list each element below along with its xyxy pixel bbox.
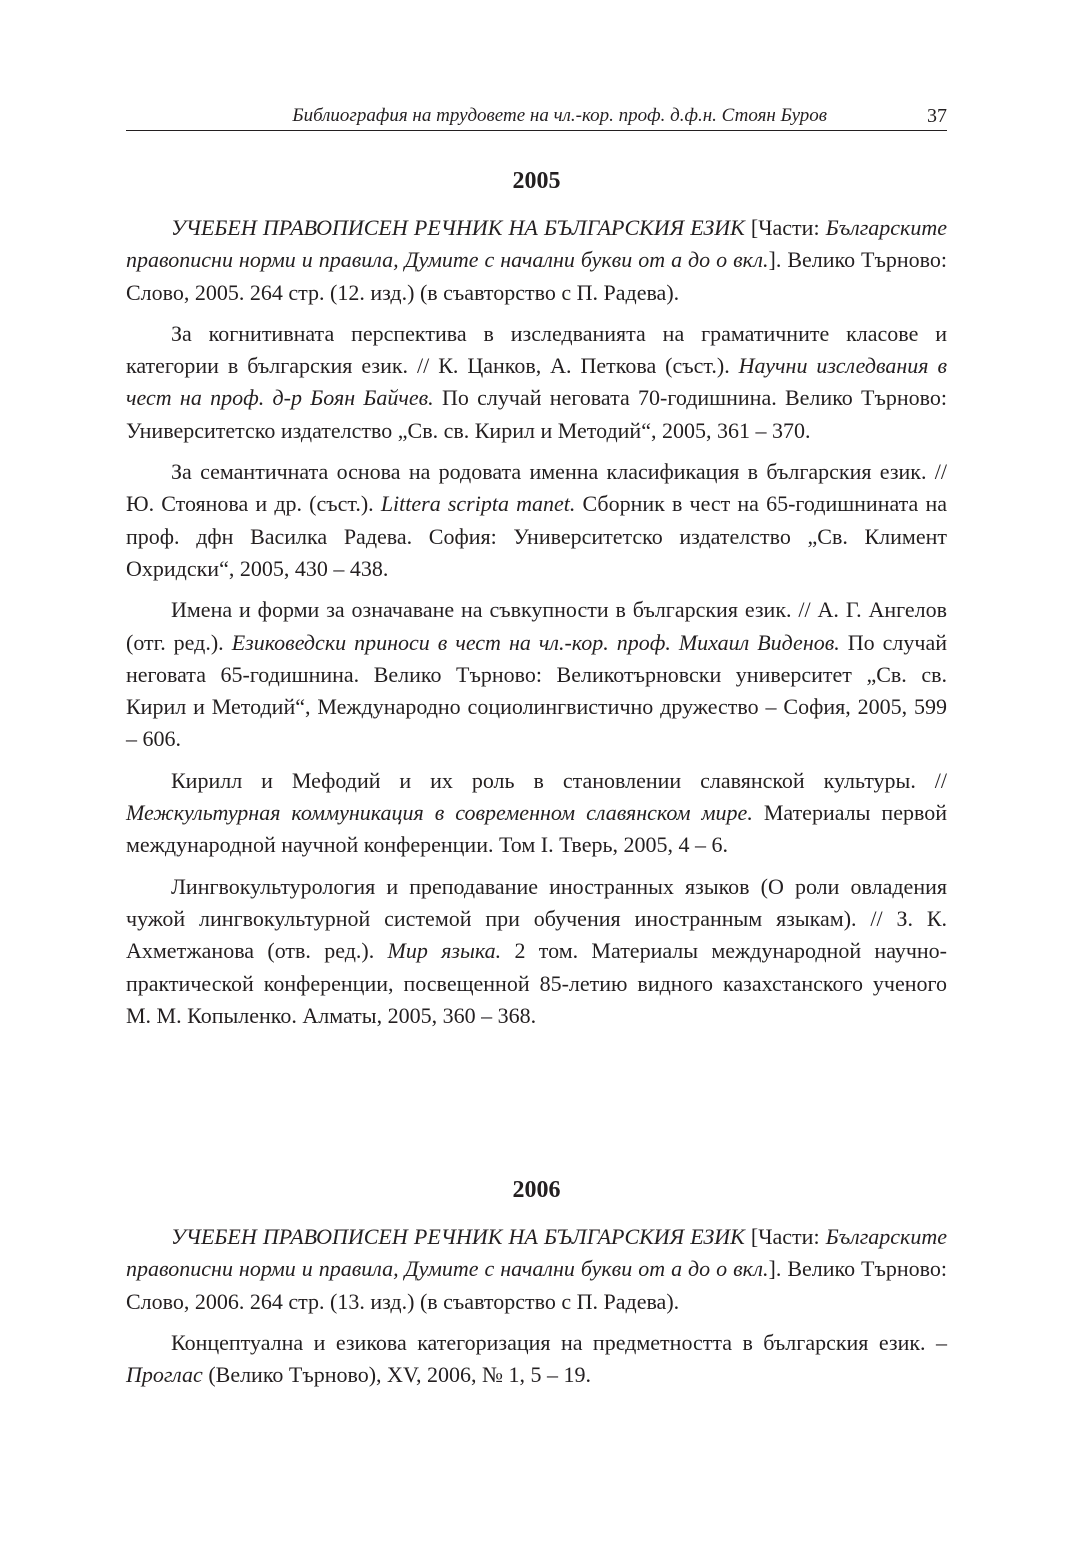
entry-text: ]. Велико Търново: Слово, 2006. 264 стр. (13. изд.) (в съавторство с П. Радева). bbox=[126, 1256, 947, 1314]
italic-title-text: УЧЕБЕН ПРАВОПИСЕН РЕЧНИК НА БЪЛГАРСКИЯ ЕЗИК bbox=[171, 1224, 745, 1249]
entry-text: За когнитивната перспектива в изследванията на граматичните класове и категории в българския език. // К. Цанков, А. Петкова (съст.). bbox=[126, 320, 947, 379]
entry-text: Кирилл и Мефодий и их роль в становлении славянской культуры. // bbox=[171, 767, 947, 793]
entry-text: ]. Велико Търново: Слово, 2005. 264 стр. (12. изд.) (в съавторство с П. Радева). bbox=[126, 247, 947, 305]
italic-title-text: Българските правописни норми и правила, Думите с начални букви от а до о вкл. bbox=[126, 215, 947, 273]
entry-text: Сборник в чест на 65-годишнината на проф. дфн Василка Радева. София: Университетско издателство „Св. Климент Охридски“, 2005, 430 – 438. bbox=[126, 491, 947, 581]
entry-text: По случай неговата 65-годишнина. Велико Търново: Великотърновски университет „Св. св. Кирил и Методий“, Международно социолингвистично дружество – София, 2005, 599 – 606. bbox=[126, 629, 948, 752]
running-head bbox=[126, 104, 947, 131]
bibliography-entry bbox=[126, 871, 947, 1032]
bibliography-entry bbox=[126, 318, 947, 447]
section-2006 bbox=[126, 1175, 947, 1400]
entry-text: (Велико Търново), XV, 2006, № 1, 5 – 19. bbox=[202, 1362, 591, 1388]
italic-title-text: Проглас bbox=[126, 1362, 203, 1388]
year-heading: 2005 bbox=[512, 168, 561, 194]
bibliography-entry bbox=[126, 594, 947, 755]
bibliography-entry bbox=[126, 1327, 947, 1392]
entry-text: По случай неговата 70-годишнина. Велико Търново: Университетско издателство „Св. св. Кирил и Методий“, 2005, 361 – 370. bbox=[126, 385, 947, 443]
italic-title-text: Межкультурная коммуникация в современном славянском мире. bbox=[126, 800, 753, 826]
italic-title-text: Littera scripta manet. bbox=[380, 491, 576, 517]
bibliography-entry bbox=[126, 212, 947, 309]
section-2005 bbox=[126, 166, 947, 1041]
italic-title-text: Езиковедски приноси в чест на чл.-кор. проф. Михаил Виденов. bbox=[231, 629, 840, 655]
page-number: 37 bbox=[927, 105, 947, 127]
italic-title-text: Българските правописни норми и правила, Думите с начални букви от а до о вкл. bbox=[126, 1224, 947, 1282]
year-heading: 2006 bbox=[512, 1177, 561, 1203]
italic-title-text: УЧЕБЕН ПРАВОПИСЕН РЕЧНИК НА БЪЛГАРСКИЯ ЕЗИК bbox=[171, 215, 745, 240]
bibliography-entry bbox=[126, 456, 947, 585]
entry-text: Материалы первой международной научной конференции. Том I. Тверь, 2005, 4 – 6. bbox=[126, 800, 947, 858]
running-title: Библиография на трудовете на чл.-кор. проф. д.ф.н. Стоян Буров bbox=[292, 105, 827, 126]
entry-text: За семантичната основа на родовата именна класификация в българския език. // Ю. Стоянова и др. (съст.). bbox=[126, 459, 947, 517]
entry-text: Имена и форми за означаване на съвкупности в българския език. // А. Г. Ангелов (отг. ред.). bbox=[126, 597, 947, 655]
italic-title-text: Мир языка. bbox=[387, 938, 502, 964]
entry-text: [Части: bbox=[744, 1224, 826, 1249]
entry-text: [Части: bbox=[744, 215, 826, 240]
italic-title-text: Научни изследвания в чест на проф. д-р Боян Байчев. bbox=[126, 353, 947, 411]
entry-text: Лингвокультурология и преподавание иностранных языков (О роли овладения чужой лингвокультурной системой при обучения иностранным языкам). // З. К. Ахметжанова (отв. ред.). bbox=[126, 873, 947, 964]
entry-text: Концептуална и езикова категоризация на предметността в българския език. – bbox=[171, 1329, 947, 1355]
bibliography-entry bbox=[126, 1221, 947, 1318]
entry-text: 2 том. Материалы международной научно-практической конференции, посвещенной 85-летию видного казахстанского ученого М. М. Копыленко. Алматы, 2005, 360 – 368. bbox=[126, 938, 948, 1028]
bibliography-entry bbox=[126, 765, 947, 862]
